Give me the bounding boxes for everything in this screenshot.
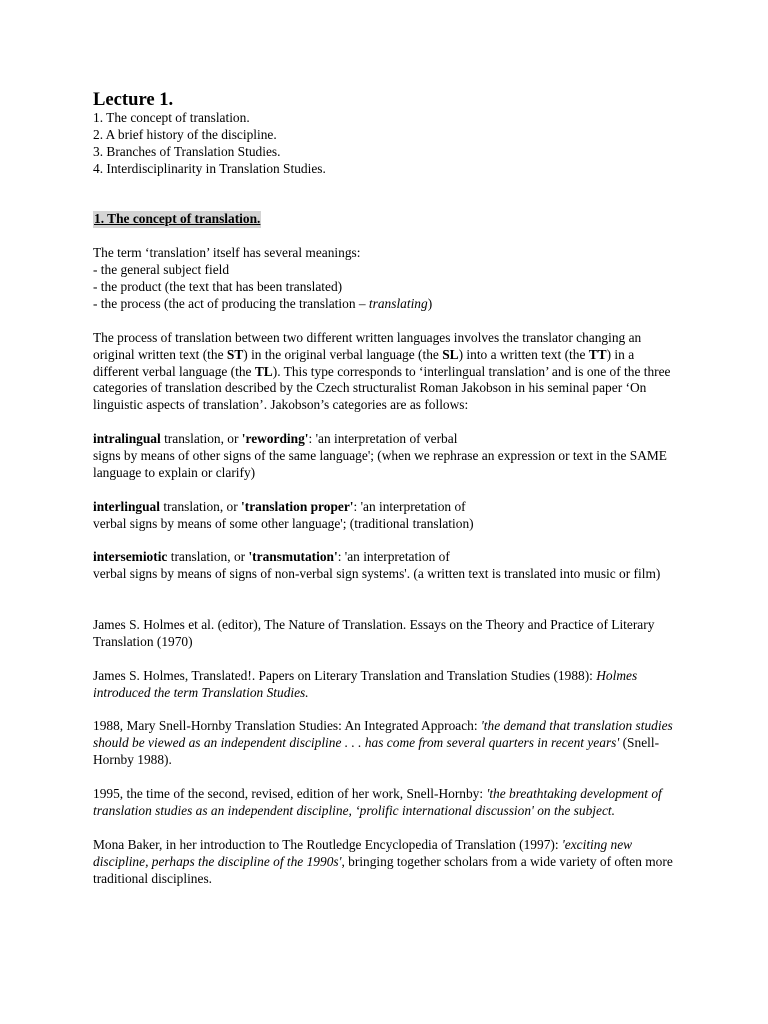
lecture-title: Lecture 1.: [93, 89, 174, 110]
category-interlingual: interlingual translation, or 'translation proper': 'an interpretation of verbal signs by means of some other language'; (traditional translation): [93, 498, 474, 531]
reference-snell-hornby-1995: 1995, the time of the second, revised, edition of her work, Snell-Hornby: 'the breathtaking development of translation studies as an independent discipline, ‘prolific international discussion' on the subject.: [93, 786, 662, 818]
contents-item: 4. Interdisciplinarity in Translation Studies.: [93, 160, 326, 176]
meanings-list: [93, 245, 683, 313]
meaning-item: - the product (the text that has been translated): [93, 279, 343, 295]
category-intralingual: intralingual translation, or 'rewording': 'an interpretation of verbal signs by means of other signs of the same language'; (when we rephrase an expression or text in the SAME language to explain or clarify): [93, 431, 667, 480]
meaning-item: - the process (the act of producing the translation – translating): [93, 295, 433, 311]
process-paragraph: The process of translation between two different written languages involves the translator changing an original written text (the ST) in the original verbal language (the SL) into a written text (the TT) in a different verbal language (the TL). This type corresponds to ‘interlingual translation’ and is one of the three categories of translation described by the Czech structuralist Roman Jakobson in his seminal paper ‘On linguistic aspects of translation’. Jakobson’s categories are as follows:: [93, 329, 671, 413]
reference-holmes-1988: James S. Holmes, Translated!. Papers on Literary Translation and Translation Studies (1988): Holmes introduced the term Translation Studies.: [93, 667, 638, 700]
reference-holmes-1970: James S. Holmes et al. (editor), The Nature of Translation. Essays on the Theory and Practice of Literary Translation (1970): [93, 617, 655, 649]
meanings-intro: The term ‘translation’ itself has several meanings:: [93, 245, 361, 261]
lecture-contents: [93, 110, 683, 178]
contents-item: 2. A brief history of the discipline.: [93, 126, 277, 142]
contents-item: 1. The concept of translation.: [93, 110, 250, 125]
section-heading: 1. The concept of translation.: [94, 211, 261, 227]
meaning-item: - the general subject field: [93, 262, 230, 278]
section-heading-row: [93, 211, 683, 228]
contents-item: 3. Branches of Translation Studies.: [93, 143, 281, 159]
document-body: [93, 89, 683, 888]
reference-baker-1997: Mona Baker, in her introduction to The Routledge Encyclopedia of Translation (1997): 'exciting new discipline, perhaps the discipline of the 1990s', bringing together scholars from a wide variety of often more traditional disciplines.: [93, 836, 673, 886]
category-intersemiotic: intersemiotic translation, or 'transmutation': 'an interpretation of verbal signs by means of signs of non-verbal sign systems'. (a written text is translated into music or film): [93, 549, 661, 582]
italic-term: translating: [368, 295, 428, 311]
reference-snell-hornby-1988: 1988, Mary Snell-Hornby Translation Studies: An Integrated Approach: 'the demand that translation studies should be viewed as an independent discipline . . . has come from several quarters in recent years' (Snell-Hornby 1988).: [93, 718, 673, 768]
